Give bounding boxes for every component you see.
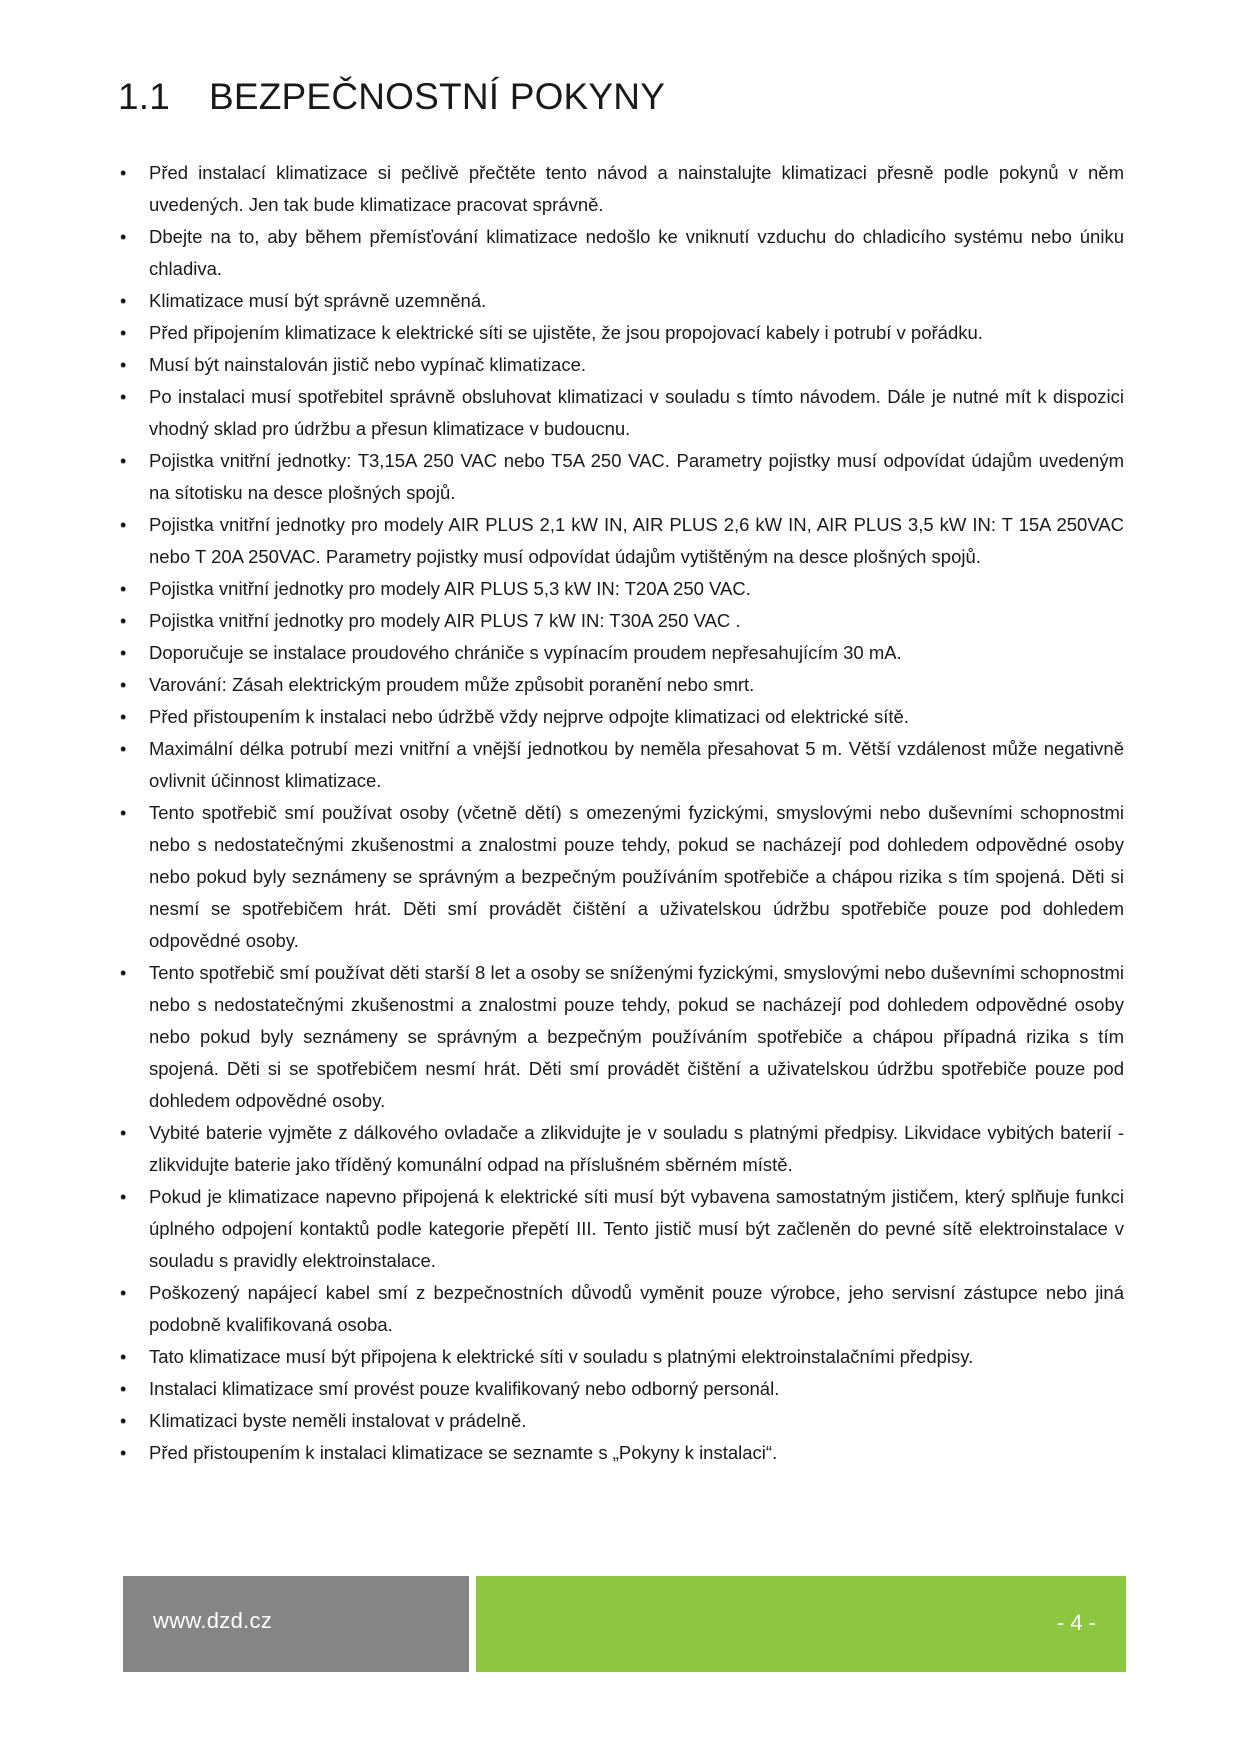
page-number: - 4 - bbox=[1056, 1610, 1096, 1635]
list-item: • Instalaci klimatizace smí provést pouze kvalifikovaný nebo odborný personál. bbox=[120, 1373, 1124, 1405]
list-item: • Maximální délka potrubí mezi vnitřní a vnější jednotkou by neměla přesahovat 5 m. Větší vzdálenost může negativně ovlivnit účinnost klimatizace. bbox=[120, 733, 1124, 797]
footer-website-link[interactable]: www.dzd.cz bbox=[153, 1608, 273, 1633]
list-item: • Pojistka vnitřní jednotky: T3,15A 250 VAC nebo T5A 250 VAC. Parametry pojistky musí odpovídat údajům uvedeným na sítotisku na desce plošných spojů. bbox=[120, 445, 1124, 509]
list-item: • Dbejte na to, aby během přemísťování klimatizace nedošlo ke vniknutí vzduchu do chladicího systému nebo úniku chladiva. bbox=[120, 221, 1124, 285]
list-item: • Pojistka vnitřní jednotky pro modely AIR PLUS 5,3 kW IN: T20A 250 VAC. bbox=[120, 573, 1124, 605]
list-item: • Před přistoupením k instalaci nebo údržbě vždy nejprve odpojte klimatizaci od elektrické sítě. bbox=[120, 701, 1124, 733]
list-item: • Poškozený napájecí kabel smí z bezpečnostních důvodů vyměnit pouze výrobce, jeho servisní zástupce nebo jiná podobně kvalifikovaná osoba. bbox=[120, 1277, 1124, 1341]
list-item: • Pojistka vnitřní jednotky pro modely AIR PLUS 7 kW IN: T30A 250 VAC . bbox=[120, 605, 1124, 637]
footer-right-panel bbox=[476, 1576, 1126, 1672]
footer-left-panel bbox=[123, 1576, 469, 1672]
list-item: • Pojistka vnitřní jednotky pro modely AIR PLUS 2,1 kW IN, AIR PLUS 2,6 kW IN, AIR PLUS 3,5 kW IN: T 15A 250VAC nebo T 20A 250VAC. Parametry pojistky musí odpovídat údajům vytištěným na desce plošných spojů. bbox=[120, 509, 1124, 573]
list-item: • Doporučuje se instalace proudového chrániče s vypínacím proudem nepřesahujícím 30 mA. bbox=[120, 637, 1124, 669]
list-item: • Před instalací klimatizace si pečlivě přečtěte tento návod a nainstalujte klimatizaci přesně podle pokynů v něm uvedených. Jen tak bude klimatizace pracovat správně. bbox=[120, 157, 1124, 221]
safety-instructions-list bbox=[120, 157, 1124, 1469]
list-item: • Varování: Zásah elektrickým proudem může způsobit poranění nebo smrt. bbox=[120, 669, 1124, 701]
list-item: • Musí být nainstalován jistič nebo vypínač klimatizace. bbox=[120, 349, 1124, 381]
section-title: BEZPEČNOSTNÍ POKYNY bbox=[209, 76, 666, 117]
list-item: • Vybité baterie vyjměte z dálkového ovladače a zlikvidujte je v souladu s platnými předpisy. Likvidace vybitých baterií - zlikvidujte baterie jako tříděný komunální odpad na příslušném sběrném místě. bbox=[120, 1117, 1124, 1181]
list-item: • Pokud je klimatizace napevno připojená k elektrické síti musí být vybavena samostatným jističem, který splňuje funkci úplného odpojení kontaktů podle kategorie přepětí III. Tento jistič musí být začleněn do pevné sítě elektroinstalace v souladu s pravidly elektroinstalace. bbox=[120, 1181, 1124, 1277]
list-item: • Tento spotřebič smí používat děti starší 8 let a osoby se sníženými fyzickými, smyslovými nebo duševními schopnostmi nebo s nedostatečnými zkušenostmi a znalostmi pouze tehdy, pokud se nacházejí pod dohledem odpovědné osoby nebo pokud byly seznámeny se správným a bezpečným používáním spotřebiče a chápou případná rizika s tím spojená. Děti si se spotřebičem nesmí hrát. Děti smí provádět čištění a uživatelskou údržbu spotřebiče pouze pod dohledem odpovědné osoby. bbox=[120, 957, 1124, 1117]
list-item: • Před přistoupením k instalaci klimatizace se seznamte s „Pokyny k instalaci“. bbox=[120, 1437, 1124, 1469]
section-number: 1.1 bbox=[118, 76, 171, 117]
list-item: • Klimatizace musí být správně uzemněná. bbox=[120, 285, 1124, 317]
list-item: • Před připojením klimatizace k elektrické síti se ujistěte, že jsou propojovací kabely i potrubí v pořádku. bbox=[120, 317, 1124, 349]
list-item: • Tento spotřebič smí používat osoby (včetně dětí) s omezenými fyzickými, smyslovými nebo duševními schopnostmi nebo s nedostatečnými zkušenostmi a znalostmi pouze tehdy, pokud se nacházejí pod dohledem odpovědné osoby nebo pokud byly seznámeny se správným a bezpečným používáním spotřebiče a chápou rizika s tím spojená. Děti si nesmí se spotřebičem hrát. Děti smí provádět čištění a uživatelskou údržbu spotřebiče pouze pod dohledem odpovědné osoby. bbox=[120, 797, 1124, 957]
section-heading bbox=[118, 76, 665, 118]
page-footer bbox=[123, 1576, 1126, 1672]
list-item: • Klimatizaci byste neměli instalovat v prádelně. bbox=[120, 1405, 1124, 1437]
list-item: • Tato klimatizace musí být připojena k elektrické síti v souladu s platnými elektroinstalačními předpisy. bbox=[120, 1341, 1124, 1373]
list-item: • Po instalaci musí spotřebitel správně obsluhovat klimatizaci v souladu s tímto návodem. Dále je nutné mít k dispozici vhodný sklad pro údržbu a přesun klimatizace v budoucnu. bbox=[120, 381, 1124, 445]
